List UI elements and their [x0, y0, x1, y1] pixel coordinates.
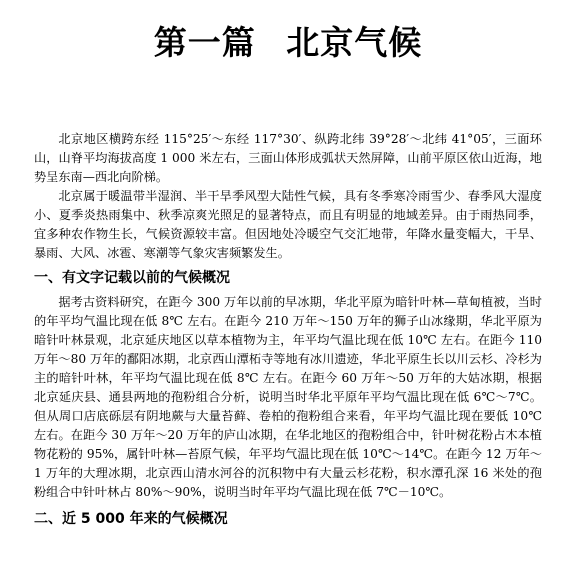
section-heading-recent-5000-years: 二、近 5 000 年来的气候概况	[34, 511, 228, 527]
intro-paragraph-geography: 北京地区横跨东经 115°25′～东经 117°30′、纵跨北纬 39°28′～北纬 41°05′，三面环山，山脊平均海拔高度 1 000 米左右，三面山体形成弧状天然屏障，山前平原区依山近海，地势呈东南—西北向阶梯。	[34, 132, 542, 184]
chapter-title: 第一篇 北京气候	[153, 23, 423, 62]
intro-paragraph-climate: 北京属于暖温带半湿润、半干旱季风型大陆性气候，具有冬季寒冷雨雪少、春季风大湿度小、夏季炎热雨集中、秋季凉爽光照足的显著特点，而且有明显的地域差异。由于雨热同季，宜多种农作物生长，气候资源较丰富。但因地处冷暖空气交汇地带，年降水量变幅大，干旱、暴雨、大风、冰雹、寒潮等气象灾害频繁发生。	[34, 189, 542, 260]
paragraph-prehistoric-climate: 据考古资料研究，在距今 300 万年以前的早冰期，华北平原为暗针叶林—草甸植被，当时的年平均气温比现在低 8℃ 左右。在距今 210 万年～150 万年的狮子山冰缘期，华北平原为暗针叶林景观，北京延庆地区以草本植物为主，年平均气温比现在低 10℃ 左右。在距今 110 万年～80 万年的鄱阳冰期，北京西山潭柘寺等地有冰川遗迹，华北平原生长以川云杉、冷杉为主的暗针叶林，年平均气温比现在低 8℃ 左右。在距今 60 万年～50 万年的大姑冰期，根据北京延庆县、通县两地的孢粉组合分析，说明当时华北平原年平均气温比现在低 6℃～7℃。但从周口店底砾层有阴地蕨与大量苔藓、卷柏的孢粉组合来看，年平均气温比现在要低 10℃ 左右。在距今 30 万年～20 万年的庐山冰期，在华北地区的孢粉组合中，针叶树花粉占木本植物花粉的 95%，属针叶林—苔原气候，年平均气温比现在低 10℃～14℃。在距今 12 万年～1 万年的大理冰期，北京西山清水河谷的沉积物中有大量云杉花粉，积水潭孔深 16 米处的孢粉组合中针叶林占 80%～90%，说明当时年平均气温比现在低 7℃－10℃。	[34, 295, 542, 499]
section-heading-prehistoric: 一、有文字记载以前的气候概况	[34, 270, 230, 286]
